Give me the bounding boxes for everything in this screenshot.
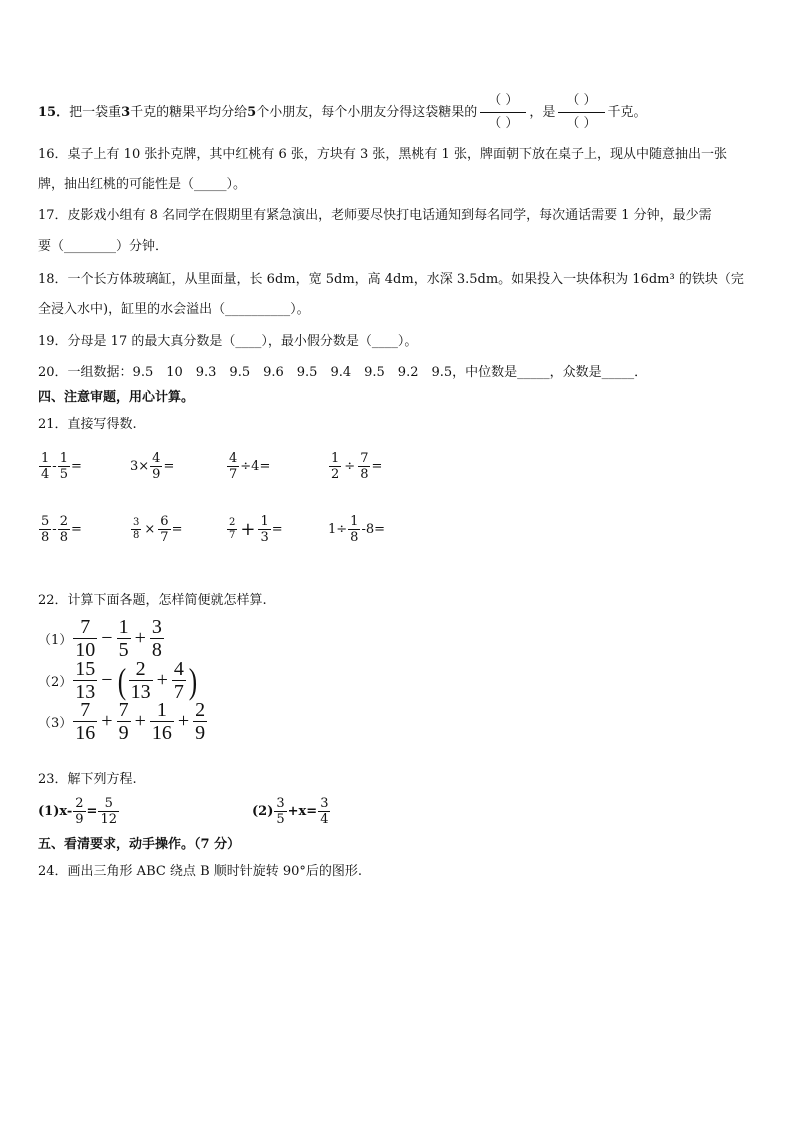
question-22-title: 22．计算下面各题，怎样简便就怎样算.: [38, 593, 267, 608]
answer-blank-fraction[interactable]: （ ） （ ）: [480, 92, 526, 133]
q21-expr-8: 1÷ $\frac{1}{8}$ -8=: [328, 514, 386, 545]
question-16-line-1: 16．桌子上有 10 张扑克牌，其中红桃有 6 张，方块有 3 张，黑桃有 1 张，牌面朝下放在桌子上，现从中随意抽出一张: [38, 147, 727, 162]
q22-problem-2: （2） $\frac{15}{13}$ − ( $\frac{2}{13}$ + $\frac{4}{7}$ ): [38, 658, 198, 703]
question-19: 19．分母是 17 的最大真分数是（____），最小假分数是（____）。: [38, 334, 418, 349]
q22-problem-1: （1） $\frac{7}{10}$ − $\frac{1}{5}$ + $\frac{3}{8}$: [38, 616, 162, 661]
question-17-line-2: 要（________）分钟．: [38, 239, 169, 254]
question-15: 15． 把一袋重 3 千克的糖果平均分给 5 个小朋友，每个小朋友分得这袋糖果的 （ ） （ ） ，是 （ ） （ ） 千克。: [38, 93, 647, 131]
section-5-heading: 五、看清要求，动手操作。（7 分）: [38, 837, 241, 852]
question-21-title: 21．直接写得数.: [38, 417, 137, 432]
question-20: 20．一组数据：9.5 10 9.3 9.5 9.6 9.5 9.4 9.5 9.2 9.5，中位数是_____，众数是_____．: [38, 365, 648, 380]
q21-expr-4: $\frac{1}{2}$ ÷ $\frac{7}{8}$ =: [331, 451, 383, 482]
q21-expr-3: $\frac{4}{7}$ ÷4=: [229, 451, 271, 482]
q21-expr-2: 3× $\frac{4}{9}$ =: [130, 451, 175, 482]
question-23-title: 23．解下列方程.: [38, 772, 137, 787]
question-17-line-1: 17．皮影戏小组有 8 名同学在假期里有紧急演出，老师要尽快打电话通知到每名同学，每次通话需要 1 分钟，最少需: [38, 208, 712, 223]
q21-expr-1: $\frac{1}{4}$ - $\frac{1}{5}$ =: [41, 451, 82, 482]
q21-expr-6: $\frac{3}{8}$ × $\frac{6}{7}$ =: [133, 514, 183, 545]
q23-equation-1: (1)x- $\frac{2}{9}$ = $\frac{5}{12}$: [38, 796, 117, 827]
answer-blank-fraction[interactable]: （ ） （ ）: [558, 92, 604, 133]
question-18-line-2: 全浸入水中)，缸里的水会溢出（__________）。: [38, 302, 310, 317]
q21-expr-7: $\frac{2}{7}$ + $\frac{1}{3}$ =: [229, 514, 283, 545]
q21-expr-5: $\frac{5}{8}$ - $\frac{2}{8}$ =: [41, 514, 82, 545]
q22-problem-3: （3） $\frac{7}{16}$ + $\frac{7}{9}$ + $\frac{1}{16}$ + $\frac{2}{9}$: [38, 699, 206, 744]
question-16-line-2: 牌，抽出红桃的可能性是（_____）。: [38, 177, 247, 192]
question-24: 24．画出三角形 ABC 绕点 B 顺时针旋转 90°后的图形.: [38, 864, 363, 879]
section-4-heading: 四、注意审题，用心计算。: [38, 390, 195, 405]
question-number: 15．: [38, 104, 70, 120]
question-18-line-1: 18．一个长方体玻璃缸，从里面量，长 6dm，宽 5dm，高 4dm，水深 3.5dm。如果投入一块体积为 16dm³ 的铁块（完: [38, 272, 744, 287]
q23-equation-2: (2) $\frac{3}{5}$ +x= $\frac{3}{4}$: [252, 796, 329, 827]
